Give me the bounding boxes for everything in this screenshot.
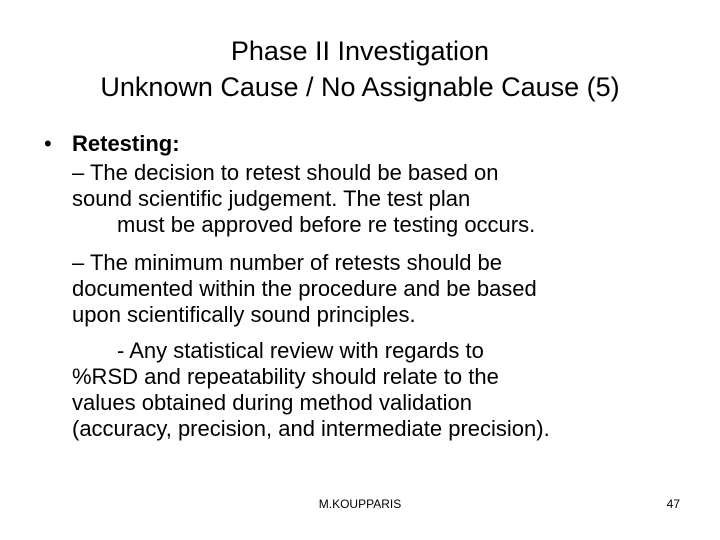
title-line-1: Phase II Investigation: [230, 36, 490, 66]
body-line: must be approved before re testing occurs.: [117, 212, 536, 237]
body-line: – The minimum number of retests should be: [72, 250, 503, 275]
footer-author: M.KOUPPARIS: [318, 497, 402, 511]
body-line: sound scientific judgement. The test plan: [72, 186, 471, 211]
title-line-2: Unknown Cause / No Assignable Cause (5): [100, 72, 620, 102]
body-line: documented within the procedure and be based: [72, 276, 537, 301]
body-line: – The decision to retest should be based on: [72, 160, 499, 185]
body-line: (accuracy, precision, and intermediate precision).: [72, 416, 550, 441]
body-line: upon scientifically sound principles.: [72, 302, 416, 327]
bullet-marker: •: [44, 131, 52, 156]
slide-title: [0, 33, 720, 105]
body-line: values obtained during method validation: [72, 390, 472, 415]
bullet-label: Retesting:: [72, 131, 180, 156]
page-number: 47: [666, 497, 680, 511]
body-line: %RSD and repeatability should relate to the: [72, 364, 499, 389]
body-line: - Any statistical review with regards to: [117, 338, 484, 363]
